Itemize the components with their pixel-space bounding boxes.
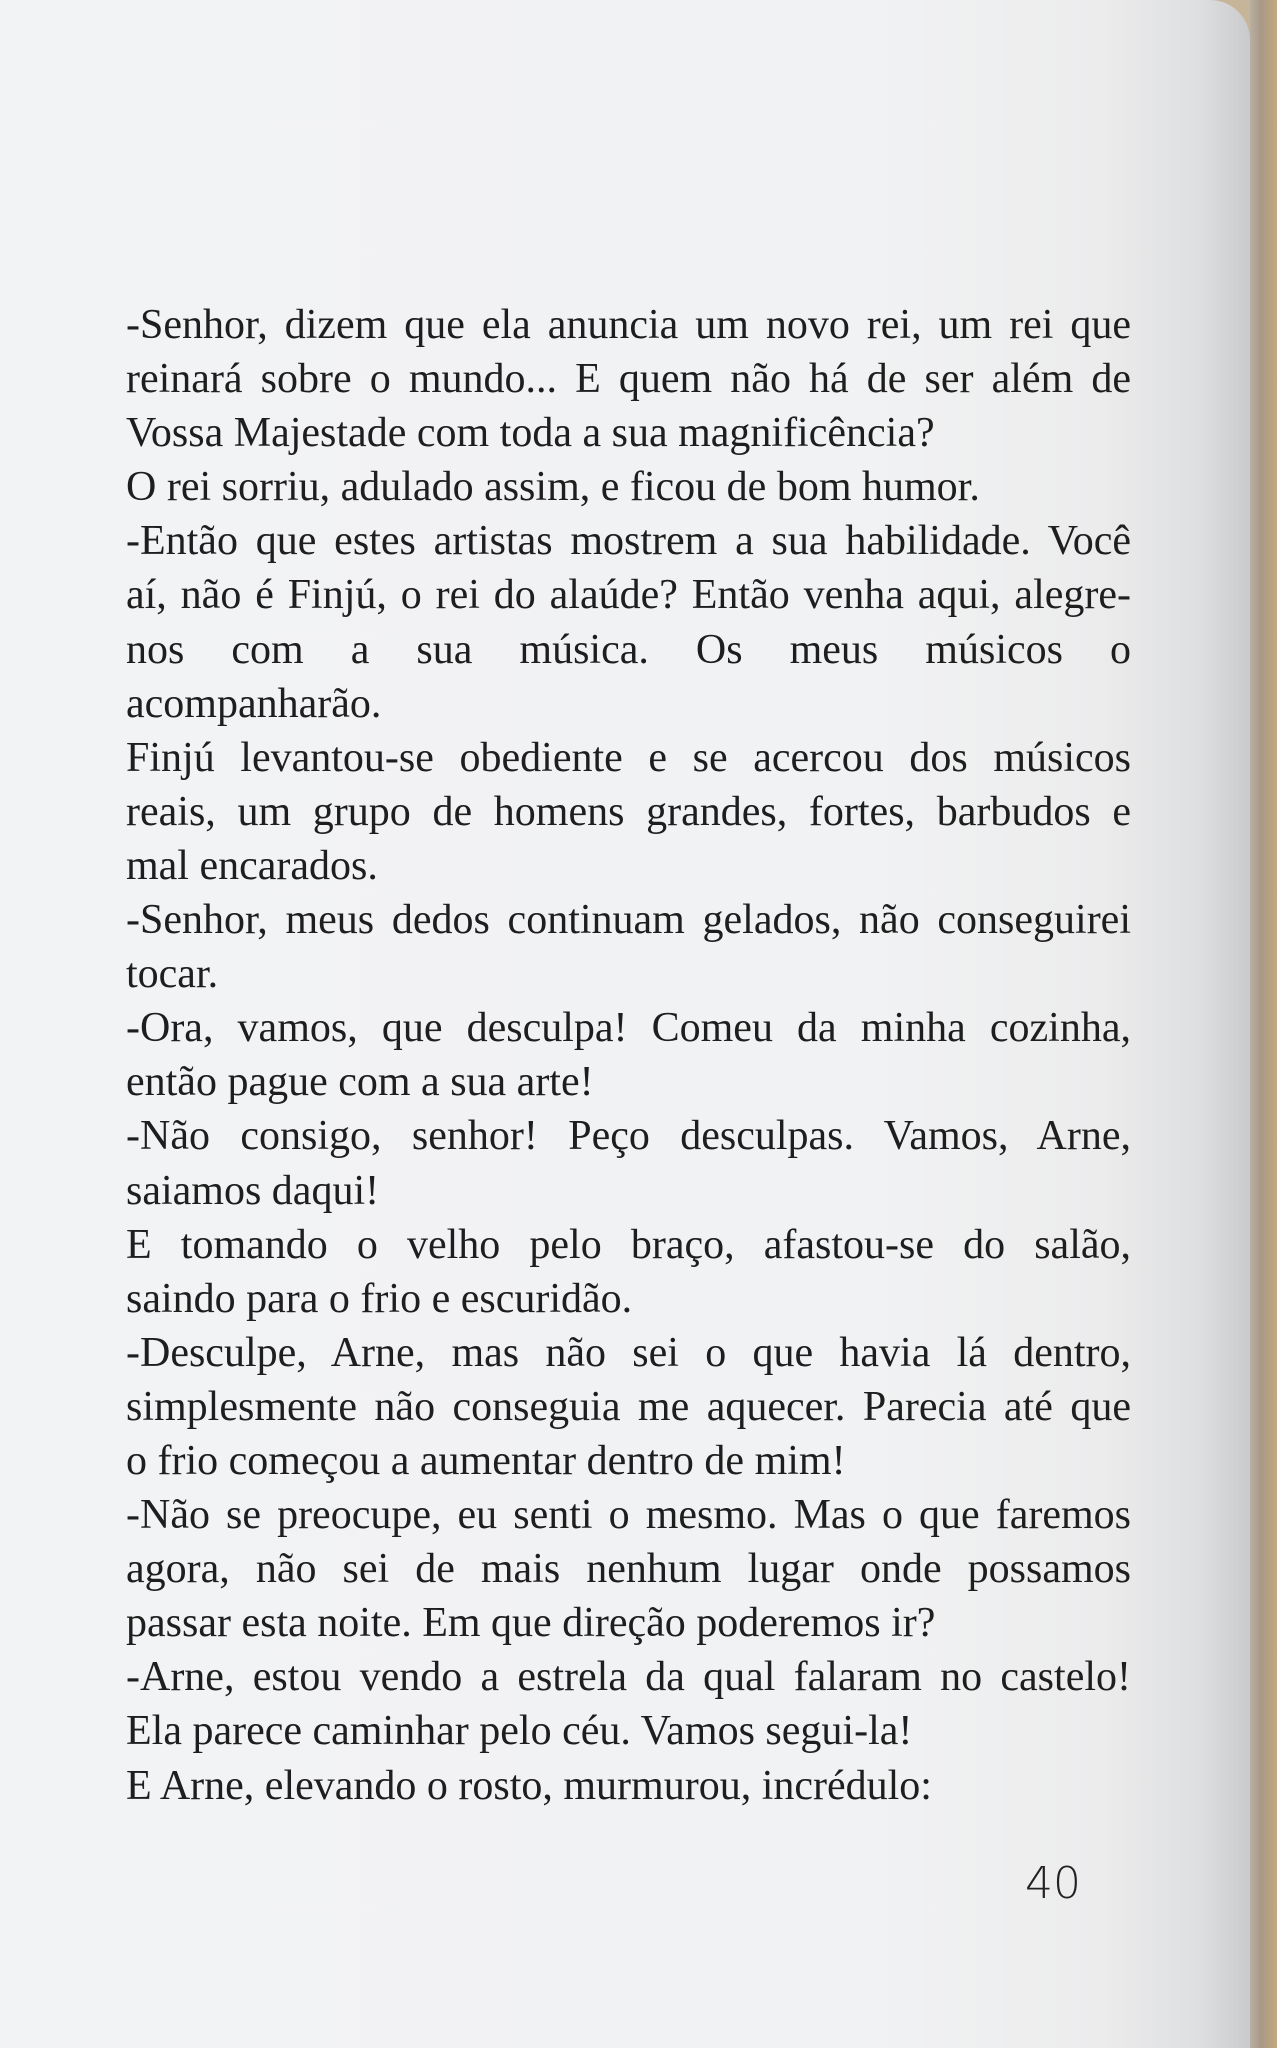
text-line: -Senhor, dizem que ela anuncia um novo rei, um rei que <box>126 302 1131 348</box>
text-line: -Não consigo, senhor! Peço desculpas. Vamos, Arne, <box>126 1113 1131 1160</box>
text-line: simplesmente não conseguia me aquecer. Parecia até que <box>126 1383 1131 1430</box>
text-line: passar esta noite. Em que direção poderemos ir? <box>126 1600 936 1647</box>
text-line: -Senhor, meus dedos continuam gelados, não conseguirei <box>126 897 1131 944</box>
text-line: Vossa Majestade com toda a sua magnificência? <box>126 410 935 457</box>
text-line: tocar. <box>126 951 219 998</box>
text-line: reinará sobre o mundo... E quem não há de ser além de <box>126 356 1131 403</box>
text-line: acompanharão. <box>126 680 382 727</box>
text-line: -Arne, estou vendo a estrela da qual falaram no castelo! <box>126 1654 1131 1701</box>
text-line: nos com a sua música. Os meus músicos o <box>126 626 1131 673</box>
text-line: Ela parece caminhar pelo céu. Vamos segui-la! <box>126 1708 913 1755</box>
text-line: o frio começou a aumentar dentro de mim! <box>126 1437 846 1484</box>
text-line: -Não se preocupe, eu senti o mesmo. Mas o que faremos <box>126 1492 1131 1539</box>
page-number: 40 <box>1025 1858 1081 1909</box>
text-line: saiamos daqui! <box>126 1167 380 1214</box>
text-line: aí, não é Finjú, o rei do alaúde? Então venha aqui, alegre- <box>126 572 1131 619</box>
text-line: -Então que estes artistas mostrem a sua habilidade. Você <box>126 518 1131 565</box>
text-line: mal encarados. <box>126 842 378 889</box>
text-line: reais, um grupo de homens grandes, fortes, barbudos e <box>126 788 1131 835</box>
text-line: -Desculpe, Arne, mas não sei o que havia lá dentro, <box>126 1329 1131 1376</box>
text-line: E tomando o velho pelo braço, afastou-se do salão, <box>126 1221 1131 1268</box>
text-line: -Ora, vamos, que desculpa! Comeu da minha cozinha, <box>126 1005 1131 1052</box>
text-line: saindo para o frio e escuridão. <box>126 1275 633 1322</box>
text-line: agora, não sei de mais nenhum lugar onde possamos <box>126 1546 1131 1593</box>
page-edge <box>1250 0 1277 2048</box>
text-line: O rei sorriu, adulado assim, e ficou de bom humor. <box>126 464 980 511</box>
text-line: então pague com a sua arte! <box>126 1059 594 1106</box>
body-text <box>126 298 1131 1813</box>
text-line: Finjú levantou-se obediente e se acercou dos músicos <box>126 734 1131 781</box>
text-line: E Arne, elevando o rosto, murmurou, incrédulo: <box>126 1762 932 1809</box>
